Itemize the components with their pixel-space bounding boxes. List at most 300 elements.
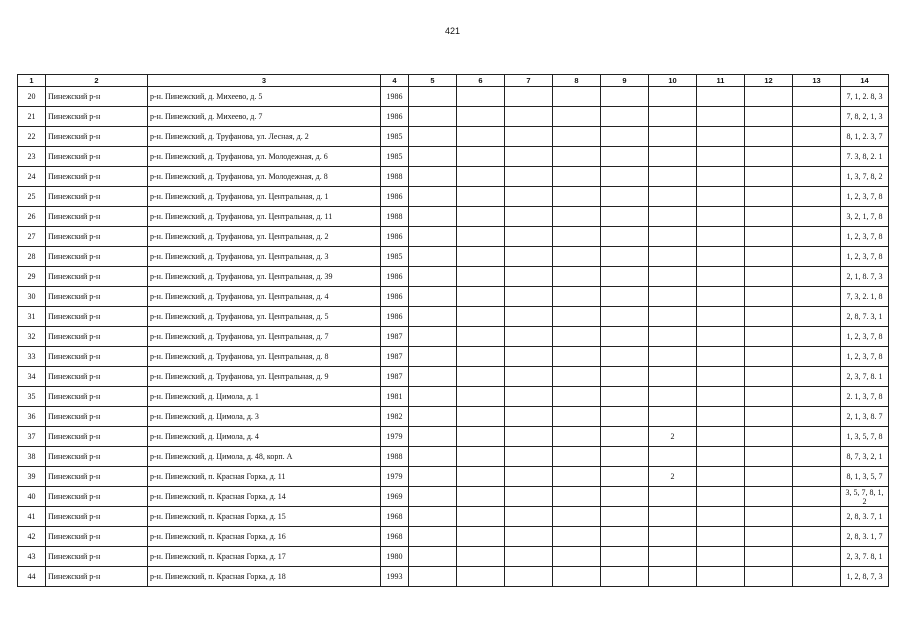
year-cell: 1993 (381, 567, 409, 587)
column-14-cell: 3, 5, 7, 8, 1, 2 (841, 487, 889, 507)
column-12-cell (745, 247, 793, 267)
column-header: 13 (793, 75, 841, 87)
column-11-cell (697, 127, 745, 147)
column-7-cell (505, 367, 553, 387)
column-13-cell (793, 527, 841, 547)
column-14-cell: 8, 7, 3, 2, 1 (841, 447, 889, 467)
column-header: 5 (409, 75, 457, 87)
column-7-cell (505, 287, 553, 307)
column-14-cell: 8, 1, 2. 3, 7 (841, 127, 889, 147)
year-cell: 1986 (381, 187, 409, 207)
column-6-cell (457, 487, 505, 507)
column-8-cell (553, 87, 601, 107)
column-13-cell (793, 387, 841, 407)
table-row (18, 327, 889, 347)
column-9-cell (601, 487, 649, 507)
table-row (18, 447, 889, 467)
address-cell: р-н. Пинежский, д. Труфанова, ул. Центральная, д. 9 (148, 367, 381, 387)
column-10-cell (649, 387, 697, 407)
address-cell: р-н. Пинежский, д. Михеево, д. 7 (148, 107, 381, 127)
column-12-cell (745, 527, 793, 547)
column-9-cell (601, 287, 649, 307)
column-14-cell: 2. 1, 3, 7, 8 (841, 387, 889, 407)
address-cell: р-н. Пинежский, п. Красная Горка, д. 15 (148, 507, 381, 527)
table-row (18, 427, 889, 447)
column-5-cell (409, 147, 457, 167)
column-7-cell (505, 487, 553, 507)
column-12-cell (745, 127, 793, 147)
column-13-cell (793, 287, 841, 307)
column-12-cell (745, 207, 793, 227)
column-5-cell (409, 447, 457, 467)
column-11-cell (697, 207, 745, 227)
column-header: 11 (697, 75, 745, 87)
column-5-cell (409, 347, 457, 367)
column-8-cell (553, 507, 601, 527)
column-10-cell: 2 (649, 467, 697, 487)
row-number-cell: 32 (18, 327, 46, 347)
column-10-cell (649, 107, 697, 127)
column-14-cell: 2, 1, 8. 7, 3 (841, 267, 889, 287)
row-number-cell: 43 (18, 547, 46, 567)
column-10-cell (649, 247, 697, 267)
column-8-cell (553, 447, 601, 467)
column-14-cell: 7, 8, 2, 1, 3 (841, 107, 889, 127)
column-6-cell (457, 227, 505, 247)
year-cell: 1980 (381, 547, 409, 567)
column-12-cell (745, 287, 793, 307)
column-10-cell (649, 327, 697, 347)
column-header: 2 (46, 75, 148, 87)
column-5-cell (409, 487, 457, 507)
column-12-cell (745, 467, 793, 487)
column-5-cell (409, 127, 457, 147)
column-11-cell (697, 407, 745, 427)
column-9-cell (601, 427, 649, 447)
address-cell: р-н. Пинежский, д. Труфанова, ул. Центральная, д. 3 (148, 247, 381, 267)
column-number-header-row (18, 75, 889, 87)
column-9-cell (601, 367, 649, 387)
column-13-cell (793, 467, 841, 487)
column-10-cell (649, 87, 697, 107)
district-cell: Пинежский р-н (46, 487, 148, 507)
column-12-cell (745, 147, 793, 167)
column-14-cell: 2, 8, 3. 7, 1 (841, 507, 889, 527)
column-7-cell (505, 87, 553, 107)
column-14-cell: 1, 3, 7, 8, 2 (841, 167, 889, 187)
column-8-cell (553, 387, 601, 407)
column-7-cell (505, 327, 553, 347)
column-6-cell (457, 467, 505, 487)
column-6-cell (457, 507, 505, 527)
column-8-cell (553, 367, 601, 387)
column-11-cell (697, 107, 745, 127)
column-9-cell (601, 547, 649, 567)
table-row (18, 567, 889, 587)
column-13-cell (793, 107, 841, 127)
address-cell: р-н. Пинежский, д. Труфанова, ул. Центральная, д. 4 (148, 287, 381, 307)
table-row (18, 207, 889, 227)
column-14-cell: 2, 3, 7, 8. 1 (841, 367, 889, 387)
column-14-cell: 1, 2, 3, 7, 8 (841, 247, 889, 267)
column-5-cell (409, 427, 457, 447)
row-number-cell: 28 (18, 247, 46, 267)
column-13-cell (793, 247, 841, 267)
column-5-cell (409, 187, 457, 207)
column-5-cell (409, 507, 457, 527)
address-cell: р-н. Пинежский, п. Красная Горка, д. 17 (148, 547, 381, 567)
column-8-cell (553, 167, 601, 187)
column-11-cell (697, 287, 745, 307)
column-12-cell (745, 267, 793, 287)
district-cell: Пинежский р-н (46, 327, 148, 347)
column-8-cell (553, 547, 601, 567)
column-11-cell (697, 427, 745, 447)
column-6-cell (457, 107, 505, 127)
column-11-cell (697, 447, 745, 467)
column-14-cell: 1, 2, 3, 7, 8 (841, 327, 889, 347)
address-cell: р-н. Пинежский, д. Труфанова, ул. Центральная, д. 5 (148, 307, 381, 327)
column-7-cell (505, 387, 553, 407)
district-cell: Пинежский р-н (46, 567, 148, 587)
column-8-cell (553, 287, 601, 307)
district-cell: Пинежский р-н (46, 187, 148, 207)
column-12-cell (745, 407, 793, 427)
page-number: 421 (444, 26, 461, 36)
column-10-cell (649, 127, 697, 147)
column-6-cell (457, 127, 505, 147)
column-6-cell (457, 167, 505, 187)
table-row (18, 87, 889, 107)
column-8-cell (553, 267, 601, 287)
column-7-cell (505, 167, 553, 187)
address-cell: р-н. Пинежский, п. Красная Горка, д. 11 (148, 467, 381, 487)
address-cell: р-н. Пинежский, д. Труфанова, ул. Лесная, д. 2 (148, 127, 381, 147)
column-6-cell (457, 547, 505, 567)
column-10-cell (649, 307, 697, 327)
column-7-cell (505, 527, 553, 547)
column-header: 10 (649, 75, 697, 87)
column-12-cell (745, 387, 793, 407)
column-13-cell (793, 127, 841, 147)
column-9-cell (601, 327, 649, 347)
column-12-cell (745, 487, 793, 507)
column-7-cell (505, 447, 553, 467)
district-cell: Пинежский р-н (46, 307, 148, 327)
column-9-cell (601, 507, 649, 527)
column-6-cell (457, 427, 505, 447)
column-header: 9 (601, 75, 649, 87)
column-10-cell (649, 367, 697, 387)
district-cell: Пинежский р-н (46, 447, 148, 467)
column-5-cell (409, 567, 457, 587)
column-11-cell (697, 567, 745, 587)
column-7-cell (505, 547, 553, 567)
column-8-cell (553, 467, 601, 487)
column-12-cell (745, 547, 793, 567)
district-cell: Пинежский р-н (46, 267, 148, 287)
column-11-cell (697, 387, 745, 407)
column-8-cell (553, 247, 601, 267)
table-row (18, 507, 889, 527)
column-9-cell (601, 567, 649, 587)
column-8-cell (553, 327, 601, 347)
column-7-cell (505, 107, 553, 127)
column-14-cell: 1, 3, 5, 7, 8 (841, 427, 889, 447)
column-8-cell (553, 487, 601, 507)
column-5-cell (409, 327, 457, 347)
district-cell: Пинежский р-н (46, 127, 148, 147)
year-cell: 1986 (381, 287, 409, 307)
district-cell: Пинежский р-н (46, 227, 148, 247)
column-13-cell (793, 567, 841, 587)
column-14-cell: 1, 2, 3, 7, 8 (841, 187, 889, 207)
column-12-cell (745, 327, 793, 347)
year-cell: 1988 (381, 167, 409, 187)
district-cell: Пинежский р-н (46, 347, 148, 367)
table-row (18, 527, 889, 547)
address-cell: р-н. Пинежский, д. Труфанова, ул. Центральная, д. 11 (148, 207, 381, 227)
column-9-cell (601, 407, 649, 427)
district-cell: Пинежский р-н (46, 367, 148, 387)
column-10-cell (649, 267, 697, 287)
row-number-cell: 22 (18, 127, 46, 147)
column-11-cell (697, 467, 745, 487)
column-10-cell (649, 527, 697, 547)
column-5-cell (409, 167, 457, 187)
column-5-cell (409, 207, 457, 227)
column-5-cell (409, 107, 457, 127)
column-13-cell (793, 147, 841, 167)
column-8-cell (553, 107, 601, 127)
column-7-cell (505, 127, 553, 147)
column-9-cell (601, 207, 649, 227)
column-header: 4 (381, 75, 409, 87)
column-8-cell (553, 127, 601, 147)
address-cell: р-н. Пинежский, д. Цимола, д. 4 (148, 427, 381, 447)
column-9-cell (601, 267, 649, 287)
column-6-cell (457, 87, 505, 107)
column-11-cell (697, 227, 745, 247)
column-9-cell (601, 527, 649, 547)
column-13-cell (793, 487, 841, 507)
column-11-cell (697, 167, 745, 187)
address-cell: р-н. Пинежский, д. Труфанова, ул. Центральная, д. 2 (148, 227, 381, 247)
column-7-cell (505, 407, 553, 427)
column-5-cell (409, 267, 457, 287)
column-9-cell (601, 467, 649, 487)
year-cell: 1979 (381, 467, 409, 487)
row-number-cell: 35 (18, 387, 46, 407)
row-number-cell: 33 (18, 347, 46, 367)
table-body (18, 87, 889, 587)
table-row (18, 367, 889, 387)
column-10-cell (649, 347, 697, 367)
housing-register-table (17, 74, 889, 587)
column-12-cell (745, 227, 793, 247)
column-13-cell (793, 267, 841, 287)
column-12-cell (745, 427, 793, 447)
column-12-cell (745, 367, 793, 387)
year-cell: 1985 (381, 247, 409, 267)
column-6-cell (457, 287, 505, 307)
column-7-cell (505, 507, 553, 527)
column-13-cell (793, 367, 841, 387)
column-8-cell (553, 187, 601, 207)
column-9-cell (601, 227, 649, 247)
column-11-cell (697, 147, 745, 167)
column-6-cell (457, 207, 505, 227)
column-7-cell (505, 567, 553, 587)
column-11-cell (697, 267, 745, 287)
column-9-cell (601, 307, 649, 327)
column-9-cell (601, 147, 649, 167)
column-header: 8 (553, 75, 601, 87)
district-cell: Пинежский р-н (46, 287, 148, 307)
column-13-cell (793, 187, 841, 207)
district-cell: Пинежский р-н (46, 507, 148, 527)
row-number-cell: 44 (18, 567, 46, 587)
row-number-cell: 26 (18, 207, 46, 227)
address-cell: р-н. Пинежский, д. Цимола, д. 48, корп. А (148, 447, 381, 467)
year-cell: 1987 (381, 327, 409, 347)
column-9-cell (601, 107, 649, 127)
column-13-cell (793, 547, 841, 567)
column-5-cell (409, 407, 457, 427)
address-cell: р-н. Пинежский, п. Красная Горка, д. 16 (148, 527, 381, 547)
column-5-cell (409, 227, 457, 247)
column-13-cell (793, 347, 841, 367)
column-13-cell (793, 227, 841, 247)
column-6-cell (457, 407, 505, 427)
column-10-cell (649, 187, 697, 207)
column-12-cell (745, 167, 793, 187)
year-cell: 1987 (381, 347, 409, 367)
address-cell: р-н. Пинежский, д. Труфанова, ул. Центральная, д. 8 (148, 347, 381, 367)
column-12-cell (745, 447, 793, 467)
column-8-cell (553, 147, 601, 167)
row-number-cell: 23 (18, 147, 46, 167)
year-cell: 1986 (381, 87, 409, 107)
column-11-cell (697, 247, 745, 267)
district-cell: Пинежский р-н (46, 147, 148, 167)
year-cell: 1988 (381, 207, 409, 227)
year-cell: 1986 (381, 107, 409, 127)
address-cell: р-н. Пинежский, д. Труфанова, ул. Центральная, д. 7 (148, 327, 381, 347)
address-cell: р-н. Пинежский, д. Цимола, д. 3 (148, 407, 381, 427)
column-12-cell (745, 107, 793, 127)
column-14-cell: 7, 1, 2. 8, 3 (841, 87, 889, 107)
column-12-cell (745, 567, 793, 587)
column-14-cell: 8, 1, 3, 5, 7 (841, 467, 889, 487)
column-9-cell (601, 387, 649, 407)
district-cell: Пинежский р-н (46, 167, 148, 187)
column-header: 12 (745, 75, 793, 87)
column-11-cell (697, 307, 745, 327)
column-5-cell (409, 287, 457, 307)
column-10-cell (649, 567, 697, 587)
year-cell: 1987 (381, 367, 409, 387)
district-cell: Пинежский р-н (46, 387, 148, 407)
year-cell: 1986 (381, 227, 409, 247)
column-6-cell (457, 187, 505, 207)
column-7-cell (505, 467, 553, 487)
column-11-cell (697, 367, 745, 387)
row-number-cell: 40 (18, 487, 46, 507)
column-11-cell (697, 187, 745, 207)
column-11-cell (697, 487, 745, 507)
district-cell: Пинежский р-н (46, 207, 148, 227)
column-5-cell (409, 527, 457, 547)
year-cell: 1986 (381, 307, 409, 327)
year-cell: 1985 (381, 127, 409, 147)
address-cell: р-н. Пинежский, п. Красная Горка, д. 18 (148, 567, 381, 587)
table-row (18, 487, 889, 507)
column-10-cell (649, 547, 697, 567)
column-6-cell (457, 347, 505, 367)
column-14-cell: 7. 3, 8, 2. 1 (841, 147, 889, 167)
table-row (18, 127, 889, 147)
column-8-cell (553, 427, 601, 447)
column-12-cell (745, 87, 793, 107)
column-9-cell (601, 167, 649, 187)
row-number-cell: 21 (18, 107, 46, 127)
column-9-cell (601, 247, 649, 267)
table-row (18, 267, 889, 287)
column-13-cell (793, 327, 841, 347)
column-10-cell (649, 167, 697, 187)
address-cell: р-н. Пинежский, д. Михеево, д. 5 (148, 87, 381, 107)
column-13-cell (793, 87, 841, 107)
column-13-cell (793, 407, 841, 427)
row-number-cell: 29 (18, 267, 46, 287)
year-cell: 1968 (381, 507, 409, 527)
year-cell: 1982 (381, 407, 409, 427)
column-5-cell (409, 247, 457, 267)
column-7-cell (505, 347, 553, 367)
district-cell: Пинежский р-н (46, 107, 148, 127)
column-14-cell: 2, 1, 3, 8. 7 (841, 407, 889, 427)
row-number-cell: 42 (18, 527, 46, 547)
year-cell: 1988 (381, 447, 409, 467)
row-number-cell: 38 (18, 447, 46, 467)
column-10-cell (649, 207, 697, 227)
column-14-cell: 3, 2, 1, 7, 8 (841, 207, 889, 227)
column-9-cell (601, 447, 649, 467)
district-cell: Пинежский р-н (46, 547, 148, 567)
year-cell: 1986 (381, 267, 409, 287)
table-row (18, 167, 889, 187)
year-cell: 1985 (381, 147, 409, 167)
column-7-cell (505, 247, 553, 267)
column-10-cell (649, 447, 697, 467)
column-header: 6 (457, 75, 505, 87)
column-14-cell: 1, 2, 3, 7, 8 (841, 347, 889, 367)
column-5-cell (409, 387, 457, 407)
column-9-cell (601, 87, 649, 107)
column-9-cell (601, 127, 649, 147)
address-cell: р-н. Пинежский, д. Цимола, д. 1 (148, 387, 381, 407)
column-9-cell (601, 187, 649, 207)
district-cell: Пинежский р-н (46, 87, 148, 107)
column-8-cell (553, 347, 601, 367)
address-cell: р-н. Пинежский, д. Труфанова, ул. Центральная, д. 1 (148, 187, 381, 207)
district-cell: Пинежский р-н (46, 247, 148, 267)
column-5-cell (409, 87, 457, 107)
column-5-cell (409, 467, 457, 487)
column-13-cell (793, 167, 841, 187)
table-row (18, 147, 889, 167)
